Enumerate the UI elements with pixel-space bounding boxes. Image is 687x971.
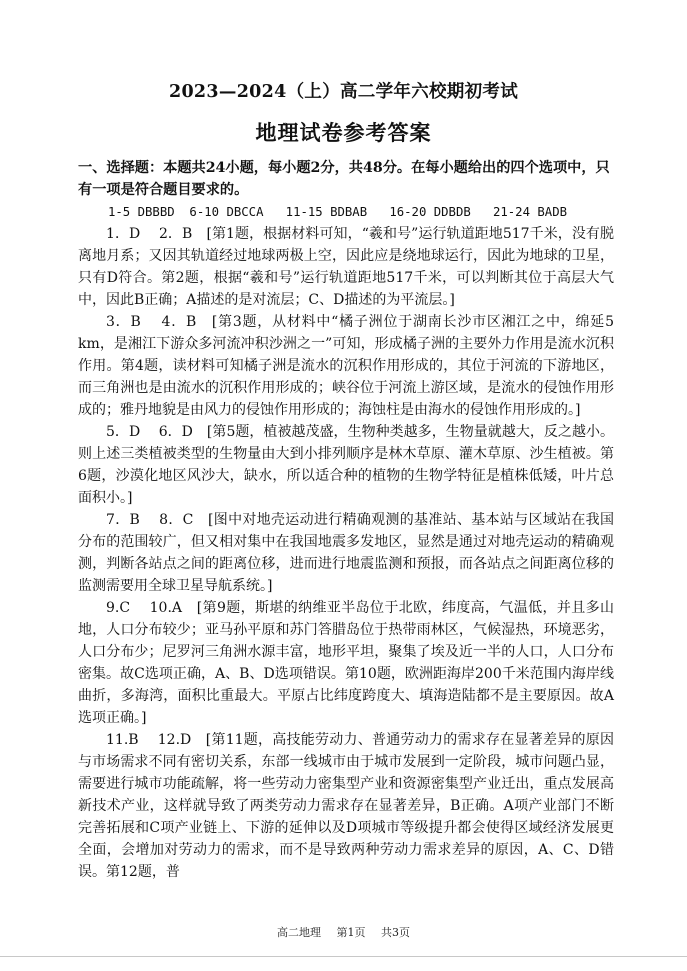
footer-subject: 高二地理 (277, 926, 321, 939)
answer-explanation-q9-10: 9.C 10.A [第9题，斯堪的纳维亚半岛位于北欧，纬度高，气温低，并且多山地，人口分布较少；亚马孙平原和苏门答腊岛位于热带雨林区，气候湿热，环境恶劣，人口分布少；尼罗河三角洲水源丰富，地形平坦，聚集了埃及近一半的人口，人口分布密集。故C选项正确，A、B、D选项错误。第10题，欧洲距海岸200千米范围内海岸线曲折，多海湾，面积比重最大。平原占比纬度跨度大、填海造陆都不是主要原因。故A选项正确。] (78, 600, 614, 726)
answer-explanation-q11-12: 11.B 12.D [第11题，高技能劳动力、普通劳动力的需求存在显著差异的原因与市场需求不同有密切关系，东部一线城市由于城市发展到一定阶段，城市问题凸显，需要进行城市功能疏解，将一些劳动力密集型产业和资源密集型产业迁出，重点发展高新技术产业，这样就导致了两类劳动力需求存在显著差异，B正确。A项产业部门不断完善拓展和C项产业链上、下游的延伸以及D项城市等级提升都会使得区域经济发展更全面，会增加对劳动力的需求，而不是导致两种劳动力需求差异的原因，A、C、D错误。第12题，普 (78, 732, 614, 880)
page-bottom-divider (0, 956, 687, 957)
footer-page-number: 第1页 (336, 926, 366, 939)
answer-key-summary: 1-5 DBBBD 6-10 DBCCA 11-15 BDBAB 16-20 DDBDB 21-24 BADB (108, 205, 568, 219)
answer-explanation-q3-4: 3．B 4．B [第3题，从材料中“橘子洲位于湖南长沙市区湘江之中，绵延5 km，是湘江下游众多河流冲积沙洲之一”可知，形成橘子洲的主要外力作用是流水沉积作用。第4题，读材料可知橘子洲是流水的沉积作用形成的，其位于河流的下游地区，而三角洲也是由流水的沉积作用形成的；峡谷位于河流上游区域，是流水的侵蚀作用形成的；雅丹地貌是由风力的侵蚀作用形成的；海蚀柱是由海水的侵蚀作用形成的。] (78, 314, 614, 418)
answer-explanation-q1-2: 1．D 2．B [第1题，根据材料可知，“羲和号”运行轨道距地517千米，没有脱离地月系；又因其轨道经过地球两极上空，因此应是绕地球运行，因此为地球的卫星，只有D符合。第2题，根据“羲和号”运行轨道距地517千米，可以判断其位于高层大气中，因此B正确；A描述的是对流层；C、D描述的为平流层。] (78, 226, 614, 308)
footer-total-pages: 共3页 (381, 926, 410, 939)
section-heading: 一、选择题：本题共24小题，每小题2分，共48分。在每小题给出的四个选项中，只有一项是符合题目要求的。 (78, 160, 610, 198)
section-choice-questions (78, 157, 614, 883)
document-title: 地理试卷参考答案 (255, 120, 432, 145)
answer-explanation-q5-6: 5．D 6．D [第5题，植被越茂盛，生物种类越多，生物量就越大，反之越小。则上述三类植被类型的生物量由大到小排列顺序是林木草原、灌木草原、沙生植被。第6题，沙漠化地区风沙大，缺水，所以适合种的植物的生物学特征是植株低矮，叶片总面积小。] (78, 424, 614, 506)
page-footer (0, 924, 687, 940)
exam-title: 2023—2024（上）高二学年六校期初考试 (168, 82, 518, 102)
answer-explanation-q7-8: 7．B 8．C [图中对地壳运动进行精确观测的基准站、基本站与区域站在我国分布的范围较广，但又相对集中在我国地震多发地区，显然是通过对地壳运动的精确观测，判断各站点之间的距离位移，进而进行地震监测和预报，而各站点之间距离位移的监测需要用全球卫星导航系统。] (78, 512, 614, 594)
